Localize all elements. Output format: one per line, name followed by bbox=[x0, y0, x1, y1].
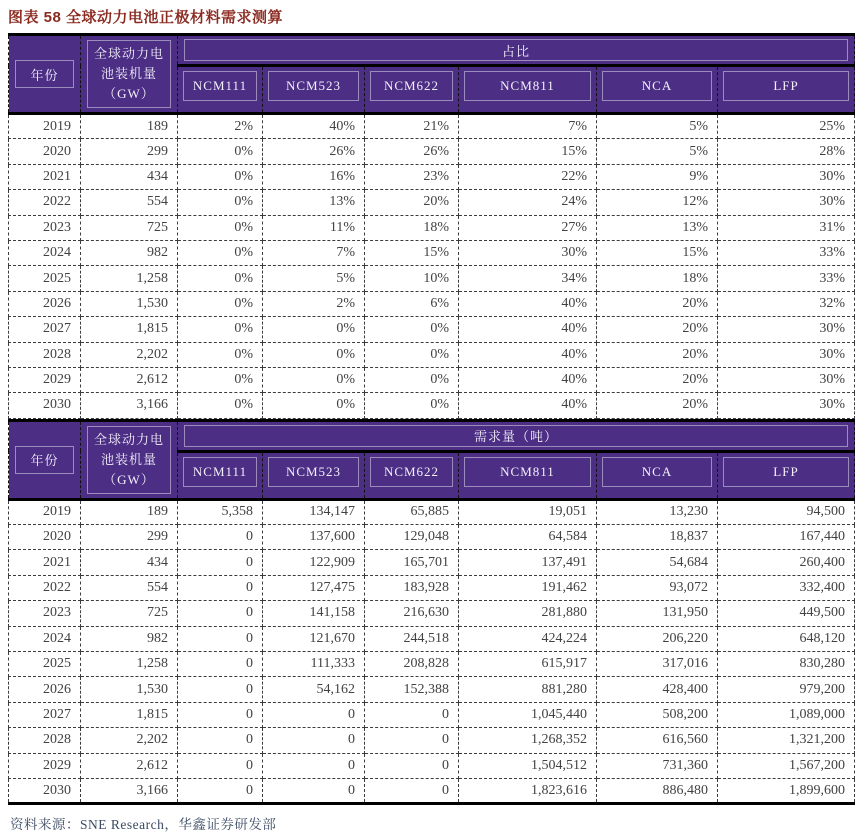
value-cell: 1,823,616 bbox=[459, 778, 597, 803]
value-cell: 449,500 bbox=[718, 601, 855, 626]
value-cell: 18% bbox=[597, 266, 718, 291]
header-group-row bbox=[9, 35, 855, 66]
value-cell: 0 bbox=[178, 728, 263, 753]
value-cell: 5% bbox=[597, 114, 718, 139]
value-cell: 508,200 bbox=[597, 702, 718, 727]
gw-cell: 299 bbox=[81, 139, 178, 164]
gw-cell: 554 bbox=[81, 190, 178, 215]
value-cell: 260,400 bbox=[718, 550, 855, 575]
value-cell: 40% bbox=[459, 393, 597, 418]
value-cell: 0% bbox=[178, 342, 263, 367]
value-cell: 30% bbox=[718, 164, 855, 189]
value-cell: 0% bbox=[263, 393, 365, 418]
value-cell: 127,475 bbox=[263, 575, 365, 600]
year-cell: 2019 bbox=[9, 114, 81, 139]
value-cell: 7% bbox=[263, 240, 365, 265]
value-cell: 33% bbox=[718, 240, 855, 265]
demand-table-section bbox=[8, 419, 854, 806]
value-cell: 0% bbox=[365, 393, 459, 418]
figure-title: 图表 58 全球动力电池正极材料需求测算 bbox=[8, 9, 284, 26]
value-cell: 191,462 bbox=[459, 575, 597, 600]
value-cell: 183,928 bbox=[365, 575, 459, 600]
gw-cell: 189 bbox=[81, 114, 178, 139]
gw-cell: 434 bbox=[81, 164, 178, 189]
value-cell: 129,048 bbox=[365, 525, 459, 550]
table-row bbox=[9, 677, 855, 702]
value-cell: 5% bbox=[263, 266, 365, 291]
value-cell: 20% bbox=[365, 190, 459, 215]
value-cell: 206,220 bbox=[597, 626, 718, 651]
year-cell: 2022 bbox=[9, 575, 81, 600]
value-cell: 0% bbox=[178, 393, 263, 418]
year-cell: 2022 bbox=[9, 190, 81, 215]
value-cell: 18,837 bbox=[597, 525, 718, 550]
value-cell: 1,567,200 bbox=[718, 753, 855, 778]
table-row bbox=[9, 190, 855, 215]
value-cell: 31% bbox=[718, 215, 855, 240]
year-cell: 2025 bbox=[9, 266, 81, 291]
group-header-demand bbox=[178, 420, 855, 451]
value-cell: 40% bbox=[263, 114, 365, 139]
value-cell: 0% bbox=[178, 139, 263, 164]
value-cell: 0% bbox=[178, 367, 263, 392]
col-header-ncm622: NCM622 bbox=[365, 66, 459, 114]
value-cell: 33% bbox=[718, 266, 855, 291]
value-cell: 54,162 bbox=[263, 677, 365, 702]
value-cell: 881,280 bbox=[459, 677, 597, 702]
value-cell: 19,051 bbox=[459, 499, 597, 524]
table-row bbox=[9, 626, 855, 651]
year-cell: 2030 bbox=[9, 393, 81, 418]
value-cell: 7% bbox=[459, 114, 597, 139]
gw-header-label: 全球动力电 池装机量 （GW） bbox=[87, 40, 171, 108]
value-cell: 0 bbox=[263, 728, 365, 753]
value-cell: 0 bbox=[178, 677, 263, 702]
gw-cell: 1,815 bbox=[81, 702, 178, 727]
year-cell: 2024 bbox=[9, 240, 81, 265]
value-cell: 424,224 bbox=[459, 626, 597, 651]
value-cell: 13,230 bbox=[597, 499, 718, 524]
year-cell: 2027 bbox=[9, 702, 81, 727]
header-group-row bbox=[9, 420, 855, 451]
value-cell: 30% bbox=[718, 367, 855, 392]
value-cell: 40% bbox=[459, 367, 597, 392]
value-cell: 0 bbox=[365, 778, 459, 803]
table-row bbox=[9, 164, 855, 189]
year-cell: 2020 bbox=[9, 139, 81, 164]
value-cell: 1,321,200 bbox=[718, 728, 855, 753]
table-row bbox=[9, 575, 855, 600]
value-cell: 94,500 bbox=[718, 499, 855, 524]
value-cell: 0% bbox=[365, 367, 459, 392]
col-header-ncm523: NCM523 bbox=[263, 451, 365, 499]
year-cell: 2028 bbox=[9, 342, 81, 367]
year-cell: 2021 bbox=[9, 550, 81, 575]
value-cell: 208,828 bbox=[365, 652, 459, 677]
value-cell: 0% bbox=[263, 317, 365, 342]
value-cell: 40% bbox=[459, 291, 597, 316]
value-cell: 0% bbox=[178, 190, 263, 215]
gw-cell: 1,530 bbox=[81, 291, 178, 316]
value-cell: 12% bbox=[597, 190, 718, 215]
value-cell: 0 bbox=[365, 728, 459, 753]
value-cell: 0 bbox=[178, 550, 263, 575]
gw-cell: 3,166 bbox=[81, 393, 178, 418]
value-cell: 0 bbox=[178, 626, 263, 651]
value-cell: 30% bbox=[718, 393, 855, 418]
value-cell: 165,701 bbox=[365, 550, 459, 575]
table-row bbox=[9, 215, 855, 240]
value-cell: 13% bbox=[597, 215, 718, 240]
value-cell: 616,560 bbox=[597, 728, 718, 753]
gw-cell: 1,815 bbox=[81, 317, 178, 342]
value-cell: 16% bbox=[263, 164, 365, 189]
year-cell: 2026 bbox=[9, 677, 81, 702]
value-cell: 1,089,000 bbox=[718, 702, 855, 727]
value-cell: 0 bbox=[263, 753, 365, 778]
share-table-body bbox=[9, 114, 855, 419]
value-cell: 244,518 bbox=[365, 626, 459, 651]
gw-header-cell bbox=[81, 35, 178, 114]
year-cell: 2029 bbox=[9, 753, 81, 778]
demand-table-header bbox=[9, 420, 855, 499]
value-cell: 15% bbox=[365, 240, 459, 265]
value-cell: 30% bbox=[718, 342, 855, 367]
value-cell: 6% bbox=[365, 291, 459, 316]
year-header-label: 年份 bbox=[15, 446, 74, 474]
value-cell: 615,917 bbox=[459, 652, 597, 677]
value-cell: 26% bbox=[365, 139, 459, 164]
col-header-lfp: LFP bbox=[718, 451, 855, 499]
table-row bbox=[9, 317, 855, 342]
col-header-ncm622: NCM622 bbox=[365, 451, 459, 499]
value-cell: 131,950 bbox=[597, 601, 718, 626]
gw-cell: 2,202 bbox=[81, 728, 178, 753]
value-cell: 0% bbox=[263, 342, 365, 367]
value-cell: 1,268,352 bbox=[459, 728, 597, 753]
year-cell: 2027 bbox=[9, 317, 81, 342]
table-row bbox=[9, 728, 855, 753]
value-cell: 0% bbox=[178, 291, 263, 316]
gw-cell: 3,166 bbox=[81, 778, 178, 803]
value-cell: 18% bbox=[365, 215, 459, 240]
group-header-share bbox=[178, 35, 855, 66]
value-cell: 15% bbox=[459, 139, 597, 164]
gw-cell: 2,612 bbox=[81, 753, 178, 778]
table-row bbox=[9, 393, 855, 418]
value-cell: 152,388 bbox=[365, 677, 459, 702]
value-cell: 0 bbox=[178, 525, 263, 550]
value-cell: 121,670 bbox=[263, 626, 365, 651]
year-cell: 2029 bbox=[9, 367, 81, 392]
value-cell: 731,360 bbox=[597, 753, 718, 778]
table-row bbox=[9, 342, 855, 367]
value-cell: 13% bbox=[263, 190, 365, 215]
value-cell: 40% bbox=[459, 317, 597, 342]
value-cell: 65,885 bbox=[365, 499, 459, 524]
value-cell: 1,045,440 bbox=[459, 702, 597, 727]
value-cell: 648,120 bbox=[718, 626, 855, 651]
year-cell: 2028 bbox=[9, 728, 81, 753]
value-cell: 5% bbox=[597, 139, 718, 164]
gw-cell: 1,258 bbox=[81, 652, 178, 677]
value-cell: 167,440 bbox=[718, 525, 855, 550]
value-cell: 11% bbox=[263, 215, 365, 240]
value-cell: 23% bbox=[365, 164, 459, 189]
value-cell: 0% bbox=[178, 317, 263, 342]
value-cell: 0% bbox=[365, 317, 459, 342]
table-row bbox=[9, 525, 855, 550]
value-cell: 1,899,600 bbox=[718, 778, 855, 803]
gw-cell: 725 bbox=[81, 215, 178, 240]
value-cell: 0 bbox=[178, 702, 263, 727]
value-cell: 0 bbox=[365, 702, 459, 727]
table-row bbox=[9, 266, 855, 291]
value-cell: 93,072 bbox=[597, 575, 718, 600]
year-cell: 2020 bbox=[9, 525, 81, 550]
value-cell: 0% bbox=[178, 164, 263, 189]
value-cell: 0 bbox=[263, 702, 365, 727]
value-cell: 0 bbox=[178, 778, 263, 803]
table-row bbox=[9, 550, 855, 575]
year-cell: 2019 bbox=[9, 499, 81, 524]
value-cell: 20% bbox=[597, 291, 718, 316]
value-cell: 134,147 bbox=[263, 499, 365, 524]
year-cell: 2021 bbox=[9, 164, 81, 189]
table-row bbox=[9, 240, 855, 265]
year-cell: 2024 bbox=[9, 626, 81, 651]
col-header-nca: NCA bbox=[597, 451, 718, 499]
year-cell: 2023 bbox=[9, 215, 81, 240]
year-header-cell bbox=[9, 420, 81, 499]
gw-cell: 434 bbox=[81, 550, 178, 575]
share-table-header bbox=[9, 35, 855, 114]
demand-table-body bbox=[9, 499, 855, 804]
group-header-share-label: 占比 bbox=[184, 39, 848, 61]
value-cell: 281,880 bbox=[459, 601, 597, 626]
value-cell: 0% bbox=[365, 342, 459, 367]
year-cell: 2030 bbox=[9, 778, 81, 803]
value-cell: 28% bbox=[718, 139, 855, 164]
value-cell: 10% bbox=[365, 266, 459, 291]
year-cell: 2025 bbox=[9, 652, 81, 677]
value-cell: 137,600 bbox=[263, 525, 365, 550]
gw-cell: 554 bbox=[81, 575, 178, 600]
gw-cell: 299 bbox=[81, 525, 178, 550]
value-cell: 0 bbox=[178, 753, 263, 778]
gw-cell: 2,612 bbox=[81, 367, 178, 392]
value-cell: 20% bbox=[597, 317, 718, 342]
table-row bbox=[9, 499, 855, 524]
value-cell: 428,400 bbox=[597, 677, 718, 702]
value-cell: 216,630 bbox=[365, 601, 459, 626]
value-cell: 0% bbox=[178, 240, 263, 265]
gw-cell: 725 bbox=[81, 601, 178, 626]
value-cell: 830,280 bbox=[718, 652, 855, 677]
value-cell: 22% bbox=[459, 164, 597, 189]
table-row bbox=[9, 139, 855, 164]
value-cell: 332,400 bbox=[718, 575, 855, 600]
value-cell: 137,491 bbox=[459, 550, 597, 575]
table-row bbox=[9, 778, 855, 803]
gw-cell: 2,202 bbox=[81, 342, 178, 367]
col-header-nca: NCA bbox=[597, 66, 718, 114]
table-row bbox=[9, 291, 855, 316]
value-cell: 0% bbox=[263, 367, 365, 392]
gw-header-label: 全球动力电 池装机量 （GW） bbox=[87, 426, 171, 494]
value-cell: 20% bbox=[597, 367, 718, 392]
value-cell: 2% bbox=[178, 114, 263, 139]
year-header-label: 年份 bbox=[15, 60, 74, 88]
value-cell: 27% bbox=[459, 215, 597, 240]
value-cell: 1,504,512 bbox=[459, 753, 597, 778]
col-header-lfp: LFP bbox=[718, 66, 855, 114]
group-header-demand-label: 需求量（吨） bbox=[184, 425, 848, 447]
value-cell: 54,684 bbox=[597, 550, 718, 575]
gw-cell: 189 bbox=[81, 499, 178, 524]
gw-cell: 982 bbox=[81, 240, 178, 265]
table-row bbox=[9, 601, 855, 626]
value-cell: 20% bbox=[597, 342, 718, 367]
value-cell: 0 bbox=[365, 753, 459, 778]
gw-header-cell bbox=[81, 420, 178, 499]
value-cell: 26% bbox=[263, 139, 365, 164]
value-cell: 64,584 bbox=[459, 525, 597, 550]
year-header-cell bbox=[9, 35, 81, 114]
value-cell: 30% bbox=[718, 317, 855, 342]
value-cell: 15% bbox=[597, 240, 718, 265]
col-header-ncm811: NCM811 bbox=[459, 451, 597, 499]
value-cell: 30% bbox=[459, 240, 597, 265]
value-cell: 0% bbox=[178, 266, 263, 291]
share-table-section bbox=[8, 33, 854, 419]
value-cell: 0% bbox=[178, 215, 263, 240]
value-cell: 34% bbox=[459, 266, 597, 291]
value-cell: 141,158 bbox=[263, 601, 365, 626]
value-cell: 5,358 bbox=[178, 499, 263, 524]
value-cell: 0 bbox=[178, 601, 263, 626]
value-cell: 2% bbox=[263, 291, 365, 316]
table-row bbox=[9, 753, 855, 778]
value-cell: 979,200 bbox=[718, 677, 855, 702]
source-note: 资料来源：SNE Research，华鑫证券研发部 bbox=[10, 817, 277, 833]
value-cell: 0 bbox=[263, 778, 365, 803]
value-cell: 9% bbox=[597, 164, 718, 189]
demand-table bbox=[8, 419, 855, 806]
col-header-ncm811: NCM811 bbox=[459, 66, 597, 114]
value-cell: 886,480 bbox=[597, 778, 718, 803]
value-cell: 24% bbox=[459, 190, 597, 215]
table-row bbox=[9, 702, 855, 727]
year-cell: 2026 bbox=[9, 291, 81, 316]
value-cell: 20% bbox=[597, 393, 718, 418]
table-row bbox=[9, 652, 855, 677]
value-cell: 25% bbox=[718, 114, 855, 139]
value-cell: 0 bbox=[178, 575, 263, 600]
value-cell: 122,909 bbox=[263, 550, 365, 575]
share-table bbox=[8, 33, 855, 419]
year-cell: 2023 bbox=[9, 601, 81, 626]
value-cell: 21% bbox=[365, 114, 459, 139]
col-header-ncm523: NCM523 bbox=[263, 66, 365, 114]
table-row bbox=[9, 367, 855, 392]
gw-cell: 982 bbox=[81, 626, 178, 651]
col-header-ncm111: NCM111 bbox=[178, 451, 263, 499]
value-cell: 32% bbox=[718, 291, 855, 316]
gw-cell: 1,530 bbox=[81, 677, 178, 702]
value-cell: 0 bbox=[178, 652, 263, 677]
gw-cell: 1,258 bbox=[81, 266, 178, 291]
value-cell: 111,333 bbox=[263, 652, 365, 677]
value-cell: 317,016 bbox=[597, 652, 718, 677]
col-header-ncm111: NCM111 bbox=[178, 66, 263, 114]
value-cell: 40% bbox=[459, 342, 597, 367]
table-row bbox=[9, 114, 855, 139]
value-cell: 30% bbox=[718, 190, 855, 215]
